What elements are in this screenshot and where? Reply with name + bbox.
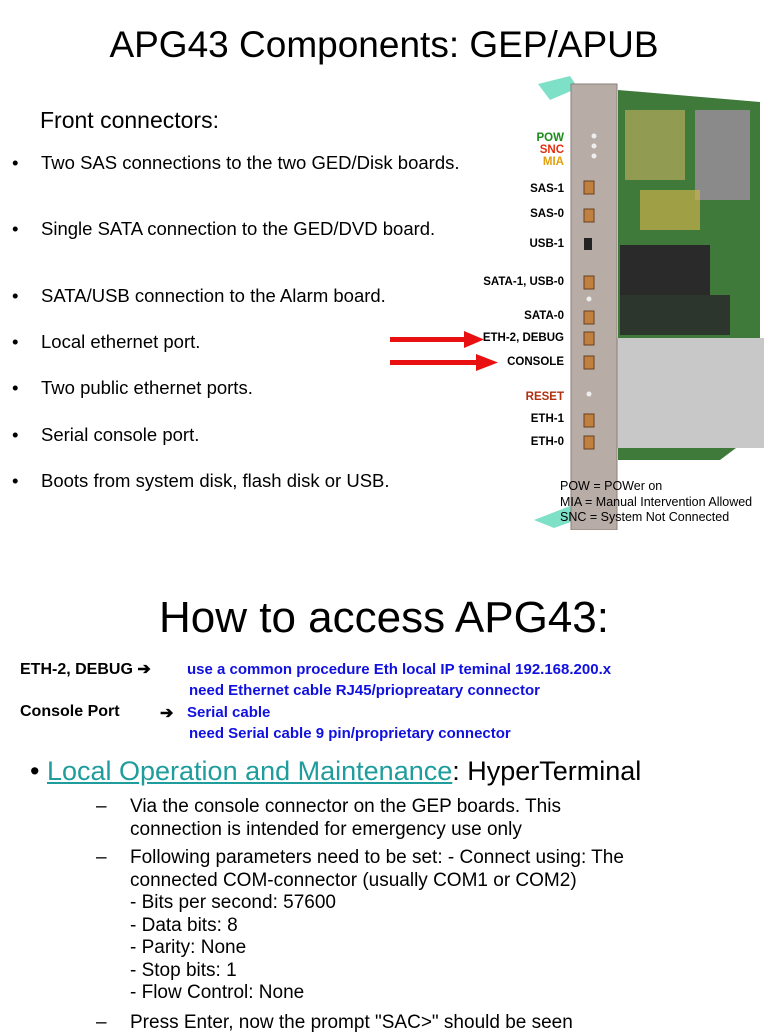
bullet-icon: • <box>12 152 19 173</box>
board-labels <box>470 70 768 530</box>
label-eth-2-debug: ETH-2, DEBUG <box>482 332 564 344</box>
dash-item-console: – Via the console connector on the GEP boards. This connection is intended for emergency use only <box>96 796 561 840</box>
bullet-icon: • <box>12 470 19 491</box>
label-eth-0: ETH-0 <box>530 436 564 448</box>
slide-title: APG43 Components: GEP/APUB <box>109 24 659 65</box>
legend-line: MIA = Manual Intervention Allowed <box>560 494 753 509</box>
lom-bullet: • Local Operation and Maintenance: HyperTerminal <box>30 756 642 786</box>
dash-icon: – <box>96 1012 107 1033</box>
label-reset: RESET <box>525 391 564 403</box>
eth-debug-label: ETH-2, DEBUG ➔ <box>20 661 151 678</box>
label-sata-0: SATA-0 <box>524 310 564 322</box>
eth-instruction-1: use a common procedure Eth local IP teminal 192.168.200.x <box>187 661 612 678</box>
arrow-console-icon <box>390 354 498 371</box>
access-title: How to access APG43: <box>159 593 609 642</box>
legend-line: POW = POWer on <box>560 479 663 493</box>
bullet-icon: • <box>12 218 19 239</box>
bullet-item: • Single SATA connection to the GED/DVD board. <box>12 218 436 239</box>
console-instruction-1: Serial cable <box>187 704 271 721</box>
bullet-item: • Local ethernet port. <box>12 331 201 352</box>
bullet-icon: • <box>12 377 19 398</box>
front-connectors-heading: Front connectors: <box>40 107 219 133</box>
bullet-icon: • <box>12 424 19 445</box>
arrow-right-icon: ➔ <box>137 661 151 678</box>
dash-icon: – <box>96 847 107 868</box>
dash-item-press-enter: – Press Enter, now the prompt "SAC>" should be seen <box>96 1012 573 1033</box>
bullet-item: • Serial console port. <box>12 424 200 445</box>
label-sas-1: SAS-1 <box>530 183 564 195</box>
console-instruction-2: need Serial cable 9 pin/proprietary connector <box>189 725 511 742</box>
bullet-item: • Two public ethernet ports. <box>12 377 253 398</box>
console-port-label: Console Port <box>20 703 120 720</box>
bullet-item: • Two SAS connections to the two GED/Disk boards. <box>12 152 460 173</box>
label-eth-1: ETH-1 <box>530 413 564 425</box>
eth-instruction-2: need Ethernet cable RJ45/priopreatary connector <box>189 682 540 699</box>
bullet-item: • SATA/USB connection to the Alarm board. <box>12 285 386 306</box>
red-arrows <box>388 330 500 375</box>
label-pow: POW <box>536 132 564 144</box>
legend-line: SNC = System Not Connected <box>560 510 730 524</box>
arrow-eth2-icon <box>390 331 484 348</box>
label-usb-1: USB-1 <box>529 238 564 250</box>
dash-icon: – <box>96 796 107 817</box>
label-console: CONSOLE <box>507 356 564 368</box>
label-mia: MIA <box>542 156 564 168</box>
connector-bullet-list <box>10 152 460 494</box>
led-legend <box>560 479 752 526</box>
dash-item-parameters: – Following parameters need to be set: - Connect using: The connected COM-connector (usually COM1 or COM2) - Bits per second: 57600 - Data bits: 8 - Parity: None - Stop bits: 1 - Flow Control: None <box>96 847 624 1003</box>
bullet-item: • Boots from system disk, flash disk or USB. <box>12 470 390 491</box>
label-sata-1-usb-0: SATA-1, USB-0 <box>483 276 564 288</box>
arrow-right-icon: ➔ <box>160 705 174 722</box>
lom-link[interactable]: Local Operation and Maintenance <box>46 756 453 786</box>
bullet-icon: • <box>12 331 19 352</box>
bullet-icon: • <box>12 285 19 306</box>
label-sas-0: SAS-0 <box>530 208 564 220</box>
bullet-icon: • <box>30 756 40 786</box>
label-snc: SNC <box>539 144 564 156</box>
